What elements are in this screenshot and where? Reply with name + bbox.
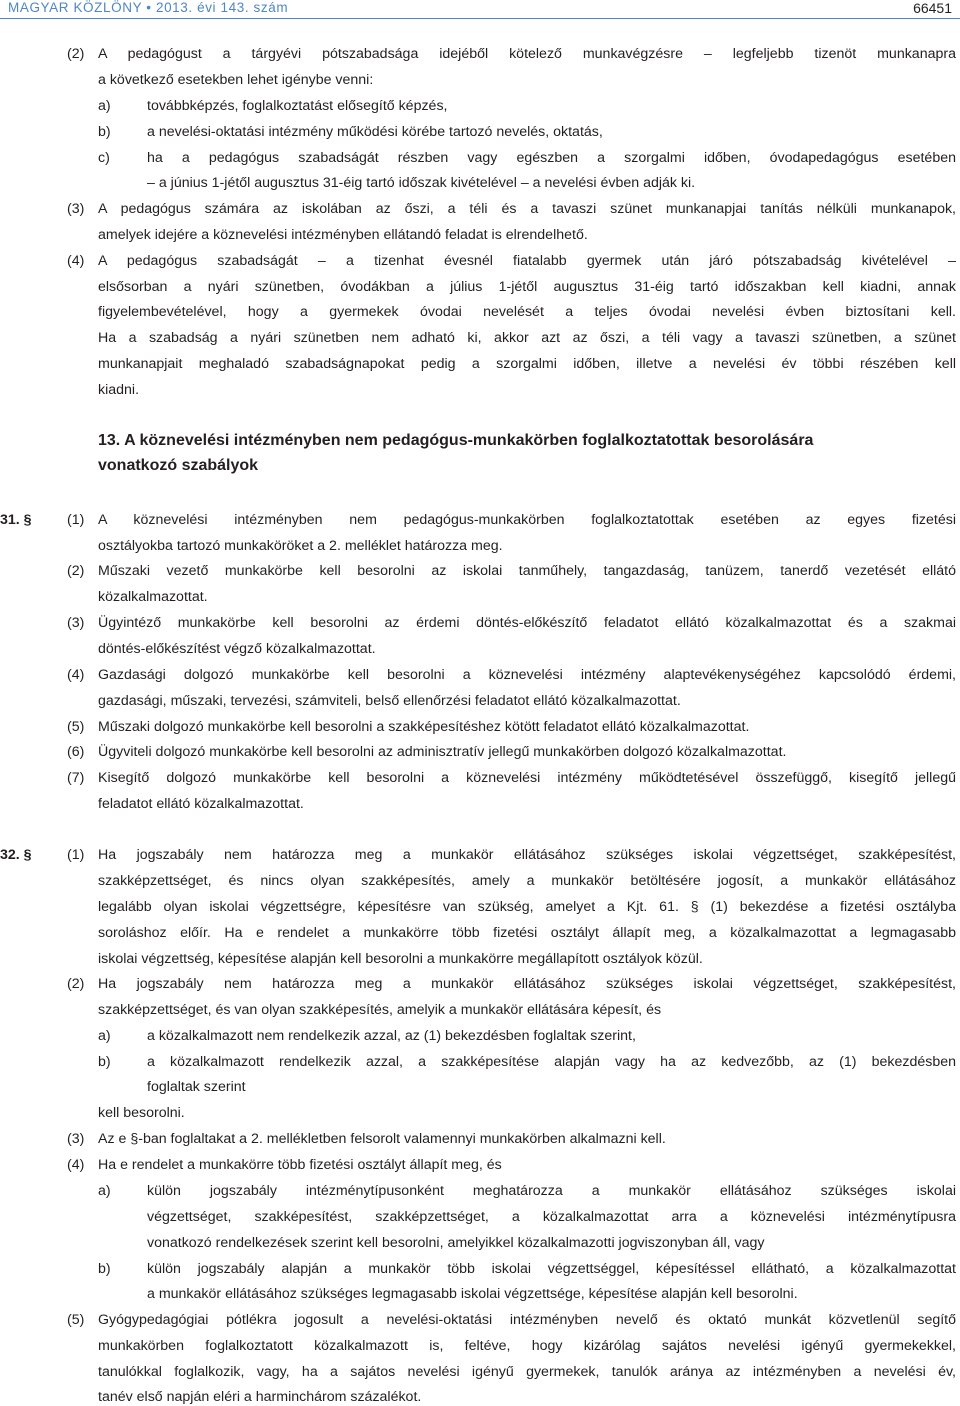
text-line: iskolai végzettség, képesítése alapján kell besorolni a munkakörre megállapított osztályok közül.	[98, 951, 703, 967]
text-line: Gyógypedagógiai pótlékra jogosult a nevelési-oktatási intézményben nevelő és oktató munkát közvetlenül segítő	[98, 1312, 956, 1328]
section-number: 31. §	[0, 512, 32, 528]
text-line: kiadni.	[98, 382, 140, 398]
section-number: 32. §	[0, 847, 32, 863]
text-line: Ha jogszabály nem határozza meg a munkakör ellátásához szükséges iskolai végzettséget, szakképesítést,	[98, 847, 956, 863]
para-number: (1)	[67, 847, 85, 863]
para-number: (3)	[67, 201, 85, 217]
section-heading: vonatkozó szabályok	[98, 457, 259, 474]
text-line: munkanapjait meghaladó szabadságnapokat pedig a szorgalmi időben, illetve a nevelési év többi részében kell	[98, 356, 956, 372]
text-line: Az e §-ban foglaltakat a 2. mellékletben felsorolt valamennyi munkakörben alkalmazni kell.	[98, 1131, 666, 1147]
text-line: feladatot ellátó közalkalmazottat.	[98, 796, 304, 812]
text-line: közalkalmazottat.	[98, 589, 208, 605]
text-line: Ha jogszabály nem határozza meg a munkakör ellátásához szükséges iskolai végzettséget, szakképesítést,	[98, 976, 956, 992]
text-line: a munkakör ellátásához szükséges legmagasabb iskolai végzettsége, képesítése alapján kell besorolni.	[147, 1286, 798, 1302]
text-line: elsősorban a nyári szünetben, óvodákban a július 1-jétől augusztus 31-éig tartó időszakban kell kiadni, annak	[98, 279, 956, 295]
text-line: A pedagógus szabadságát – a tizenhat évesnél fiatalabb gyermek után járó pótszabadság kivételével –	[98, 253, 956, 269]
text-line: Kisegítő dolgozó munkakörbe kell besorolni a köznevelési intézmény működtetésével összefüggő, kisegítő jellegű	[98, 770, 956, 786]
text-line: Ügyviteli dolgozó munkakörbe kell besorolni az adminisztratív jellegű munkakörben dolgozó közalkalmazottat.	[98, 744, 787, 760]
text-line: szakképzettséget, és van olyan szakképesítés, amelyik a munkakör ellátására képesít, és	[98, 1002, 662, 1018]
text-line: foglaltak szerint	[147, 1079, 246, 1095]
item-label: a)	[98, 98, 111, 114]
text-line: a közalkalmazott rendelkezik azzal, a szakképesítése alapján vagy ha az kedvezőbb, az (1) bekezdésben	[147, 1054, 956, 1070]
section-heading: 13. A köznevelési intézményben nem pedagógus-munkakörben foglalkoztatottak besorolására	[98, 432, 814, 449]
text-line: Ha e rendelet a munkakörre több fizetési osztályt állapít meg, és	[98, 1157, 502, 1173]
para-number: (6)	[67, 744, 85, 760]
text-line: tanulókkal foglalkozik, vagy, ha a sajátos nevelési igényű gyermekek, tanulók aránya az intézményben a nevelési év,	[98, 1364, 956, 1380]
text-line: Ügyintéző munkakörbe kell besorolni az érdemi döntés-előkészítő feladatot ellátó közalkalmazottat és a szakmai	[98, 615, 956, 631]
para-number: (2)	[67, 563, 85, 579]
para-number: (2)	[67, 46, 85, 62]
text-line: A pedagógust a tárgyévi pótszabadsága idejéből kötelező munkavégzésre – legfeljebb tizenöt munkanapra	[98, 46, 956, 62]
text-line: a közalkalmazott nem rendelkezik azzal, az (1) bekezdésben foglaltak szerint,	[147, 1028, 636, 1044]
text-line: A köznevelési intézményben nem pedagógus-munkakörben foglalkoztatottak esetében az egyes fizetési	[98, 512, 956, 528]
item-label: c)	[98, 150, 110, 166]
text-line: továbbképzés, foglalkoztatást elősegítő képzés,	[147, 98, 448, 114]
text-line: külön jogszabály alapján a munkakör több iskolai végzettséggel, képesítéssel ellátható, a közalkalmazottat	[147, 1261, 956, 1277]
text-line: döntés-előkészítést végző közalkalmazottat.	[98, 641, 376, 657]
text-line: ha a pedagógus szabadságát részben vagy egészben a szorgalmi időben, óvodapedagógus esetében	[147, 150, 956, 166]
text-line: tanév első napján eléri a harminchárom százalékot.	[98, 1389, 422, 1405]
para-number: (3)	[67, 615, 85, 631]
para-number: (1)	[67, 512, 85, 528]
item-label: a)	[98, 1028, 111, 1044]
text-line: Műszaki vezető munkakörbe kell besorolni az iskolai tanműhely, tangazdaság, tanüzem, tanerdő vezetését ellátó	[98, 563, 956, 579]
header-rule	[0, 18, 960, 19]
para-number: (2)	[67, 976, 85, 992]
para-number: (7)	[67, 770, 85, 786]
text-line: A pedagógus számára az iskolában az őszi, a téli és a tavaszi szünet munkanapjai tanítás nélküli munkanapok,	[98, 201, 956, 217]
journal-title: MAGYAR KÖZLÖNY • 2013. évi 143. szám	[8, 0, 289, 15]
text-line: a következő esetekben lehet igénybe venni:	[98, 72, 374, 88]
para-number: (4)	[67, 1157, 85, 1173]
para-number: (5)	[67, 1312, 85, 1328]
text-line: a nevelési-oktatási intézmény működési körébe tartozó nevelés, oktatás,	[147, 124, 603, 140]
item-label: b)	[98, 1054, 111, 1070]
item-label: b)	[98, 124, 111, 140]
text-line: külön jogszabály intézménytípusonként meghatározza a munkakör ellátásához szükséges iskolai	[147, 1183, 956, 1199]
item-label: a)	[98, 1183, 111, 1199]
text-line: vonatkozó rendelkezések szerint kell besorolni, amelyikkel közalkalmazotti jogviszonyban áll, vagy	[147, 1235, 765, 1251]
text-line: Gazdasági dolgozó munkakörbe kell besorolni a köznevelési intézmény alaptevékenységéhez kapcsolódó érdemi,	[98, 667, 956, 683]
text-line: Ha a szabadság a nyári szünetben nem adható ki, akkor azt az őszi, a téli vagy a tavaszi szünetben, a szünet	[98, 330, 956, 346]
text-line: amelyek idejére a köznevelési intézményben ellátandó feladat is elrendelhető.	[98, 227, 588, 243]
text-line: legalább olyan iskolai végzettségre, képesítésre van szükség, amelyet a Kjt. 61. § (1) bekezdése a fizetési osztályba	[98, 899, 956, 915]
text-line: soroláshoz előír. Ha e rendelet a munkakörre több fizetési osztályt állapít meg, a közalkalmazottat a legmagasabb	[98, 925, 956, 941]
page-number: 66451	[913, 0, 952, 16]
text-line: munkakörben foglalkoztatott közalkalmazott is, feltéve, hogy kizárólag sajátos nevelési igényű gyermekekkel,	[98, 1338, 956, 1354]
text-line: szakképzettséget, és nincs olyan szakképesítés, amely a munkakör betöltésére jogosít, a munkakör ellátásához	[98, 873, 956, 889]
text-line: Műszaki dolgozó munkakörbe kell besorolni a szakképesítéshez kötött feladatot ellátó közalkalmazottat.	[98, 719, 750, 735]
page-header	[0, 0, 960, 18]
para-number: (3)	[67, 1131, 85, 1147]
text-line: kell besorolni.	[98, 1105, 185, 1121]
item-label: b)	[98, 1261, 111, 1277]
para-number: (5)	[67, 719, 85, 735]
text-line: végzettséget, szakképesítést, szakképzettséget, a közalkalmazottat arra a köznevelési intézménytípusra	[147, 1209, 956, 1225]
para-number: (4)	[67, 253, 85, 269]
text-line: gazdasági, műszaki, tervezési, számviteli, belső ellenőrzési feladatot ellátó közalkalmazottat.	[98, 693, 681, 709]
text-line: figyelembevételével, hogy a gyermekek óvodai nevelését a teljes óvodai nevelési évben biztosítani kell.	[98, 304, 956, 320]
text-line: – a június 1-jétől augusztus 31-éig tartó időszak kivételével – a nevelési évben adják ki.	[147, 175, 696, 191]
para-number: (4)	[67, 667, 85, 683]
text-line: osztályokba tartozó munkaköröket a 2. melléklet határozza meg.	[98, 538, 503, 554]
